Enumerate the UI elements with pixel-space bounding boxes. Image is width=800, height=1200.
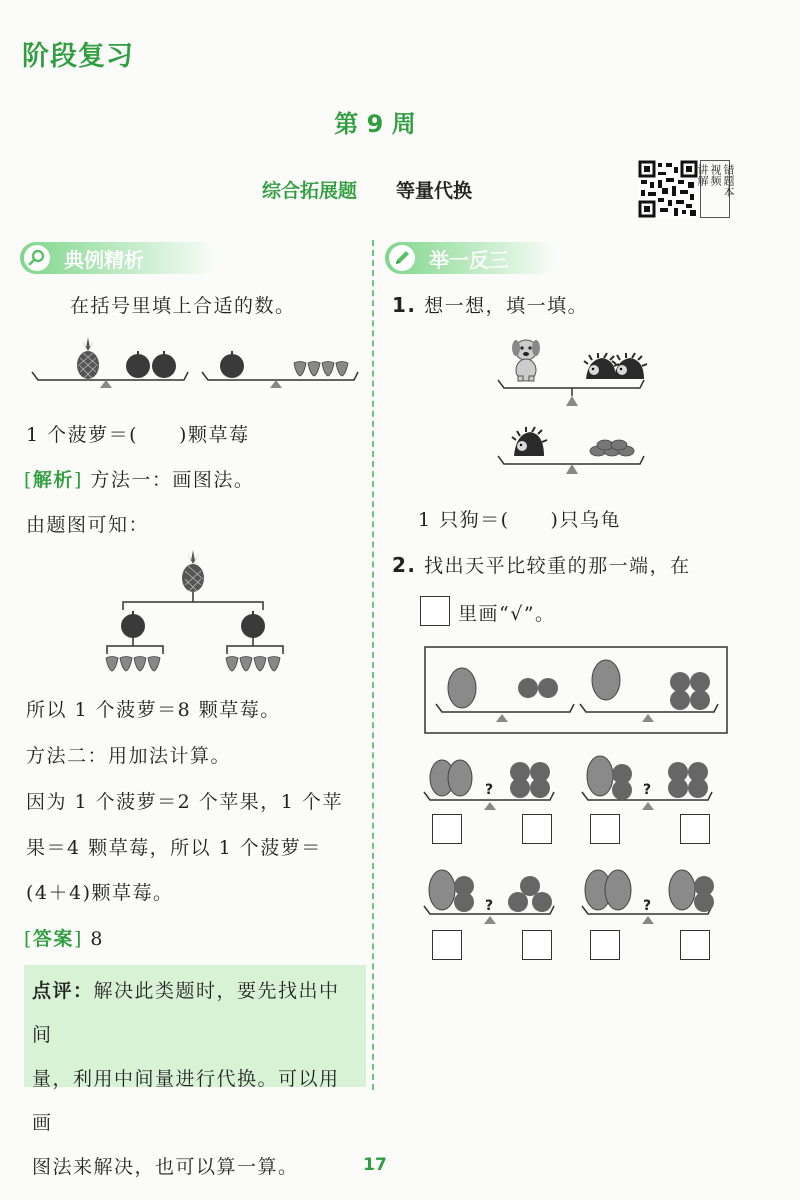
question-2 bbox=[392, 551, 691, 578]
tab-example-analysis bbox=[20, 242, 215, 274]
week-title: 第 9 周 bbox=[334, 110, 416, 138]
example-balance-box bbox=[424, 646, 728, 734]
orange-icon bbox=[532, 892, 552, 912]
kiwi-icon bbox=[592, 660, 620, 700]
orange-icon bbox=[538, 678, 558, 698]
strawberry-icon bbox=[134, 657, 146, 672]
strawberry-icon bbox=[106, 657, 118, 672]
reason-line-2: 果＝4 颗草莓，所以 1 个菠萝＝ bbox=[26, 837, 322, 859]
balance-practice-3 bbox=[420, 866, 560, 928]
strawberry-icon bbox=[336, 362, 348, 377]
column-divider bbox=[372, 240, 374, 1090]
question-mark-3: ? bbox=[485, 898, 494, 914]
orange-icon bbox=[670, 690, 690, 710]
hedgehog-icon bbox=[612, 353, 647, 379]
question-2-text-2: 里画“√”。 bbox=[458, 603, 556, 625]
pencil-icon bbox=[389, 245, 415, 271]
comment-line-1-text: 解决此类题时，要先找出中间 bbox=[32, 980, 340, 1046]
method-one-text: 方法一：画图法。 bbox=[90, 469, 255, 491]
answer-box-2-left[interactable] bbox=[590, 814, 620, 844]
comment-box bbox=[24, 965, 366, 1178]
scale-figure-dog bbox=[494, 334, 654, 476]
method-two-text: 方法二：用加法计算。 bbox=[26, 745, 232, 767]
question-mark-2: ? bbox=[643, 782, 652, 798]
answer-box-sample bbox=[420, 596, 450, 626]
answer-box-1-left[interactable] bbox=[432, 814, 462, 844]
question-1-blank: 1 只狗＝( )只乌龟 bbox=[418, 509, 621, 531]
kiwi-icon bbox=[669, 870, 695, 910]
answer-box-1-right[interactable] bbox=[522, 814, 552, 844]
orange-icon bbox=[694, 892, 714, 912]
deduce-text: 由题图可知： bbox=[26, 514, 150, 536]
orange-icon bbox=[508, 892, 528, 912]
answer-box-4-left[interactable] bbox=[590, 930, 620, 960]
tab-practice bbox=[385, 242, 555, 274]
answer-line: [答案] 8 bbox=[24, 928, 104, 950]
orange-icon bbox=[510, 778, 530, 798]
comment-line-2: 量，利用中间量进行代换。可以用画 bbox=[32, 1068, 340, 1134]
apple-icon bbox=[126, 351, 150, 378]
strawberry-icon bbox=[148, 657, 160, 672]
answer-tag: 答案 bbox=[32, 928, 74, 950]
orange-icon bbox=[454, 892, 474, 912]
strawberry-icon bbox=[322, 362, 334, 377]
magnifier-icon bbox=[24, 245, 50, 271]
orange-icon bbox=[612, 780, 632, 800]
qr-label-cuotiben: 错题本 bbox=[722, 164, 735, 197]
strawberry-icon bbox=[308, 362, 320, 377]
kiwi-icon bbox=[429, 870, 455, 910]
orange-icon bbox=[688, 778, 708, 798]
comment-line-3: 图法来解决，也可以算一算。 bbox=[32, 1156, 299, 1178]
subtitle-category: 综合拓展题 bbox=[262, 180, 358, 202]
question-mark-4: ? bbox=[643, 898, 652, 914]
strawberry-icon bbox=[294, 362, 306, 377]
answer-box-2-right[interactable] bbox=[680, 814, 710, 844]
comment-tag: 点评： bbox=[32, 980, 94, 1002]
scale-figure-example bbox=[28, 336, 368, 392]
turtle-icon bbox=[597, 440, 613, 450]
balance-practice-4 bbox=[578, 866, 718, 928]
apple-icon bbox=[241, 611, 265, 638]
orange-icon bbox=[530, 778, 550, 798]
answer-value: 8 bbox=[90, 928, 104, 950]
strawberry-icon bbox=[268, 657, 280, 672]
question-2-text: 找出天平比较重的那一端，在 bbox=[424, 555, 691, 577]
reason-line-3: (4＋4)颗草莓。 bbox=[26, 882, 174, 904]
tab-practice-label: 举一反三 bbox=[429, 247, 509, 272]
kiwi-icon bbox=[448, 668, 476, 708]
orange-icon bbox=[518, 678, 538, 698]
answer-box-4-right[interactable] bbox=[680, 930, 710, 960]
kiwi-icon bbox=[587, 756, 613, 796]
pineapple-icon bbox=[182, 550, 204, 592]
turtle-icon bbox=[611, 440, 627, 450]
dog-icon bbox=[512, 340, 540, 381]
reason-line-1: 因为 1 个菠萝＝2 个苹果，1 个苹 bbox=[26, 791, 343, 813]
analysis-tag: 解析 bbox=[32, 469, 74, 491]
apple-icon bbox=[220, 351, 244, 378]
strawberry-icon bbox=[120, 657, 132, 672]
hedgehog-icon bbox=[584, 353, 619, 379]
example-blank-line: 1 个菠萝＝( )颗草莓 bbox=[26, 424, 250, 446]
qr-label bbox=[696, 160, 735, 218]
subtitle-topic: 等量代换 bbox=[396, 180, 473, 202]
analysis-line: [解析] 方法一：画图法。 bbox=[24, 469, 255, 491]
kiwi-icon bbox=[448, 760, 472, 796]
strawberry-icon bbox=[226, 657, 238, 672]
tab-example-analysis-label: 典例精析 bbox=[64, 247, 144, 272]
apple-icon bbox=[121, 611, 145, 638]
answer-box-3-right[interactable] bbox=[522, 930, 552, 960]
qr-code-icon[interactable] bbox=[638, 160, 698, 218]
qr-label-shipin: 视频 bbox=[709, 164, 722, 186]
kiwi-icon bbox=[605, 870, 631, 910]
qr-label-jiangjie: 讲解 bbox=[696, 164, 709, 186]
orange-icon bbox=[690, 672, 710, 692]
strawberry-icon bbox=[240, 657, 252, 672]
conclusion-one: 所以 1 个菠萝＝8 颗草莓。 bbox=[26, 699, 281, 721]
example-question: 在括号里填上合适的数。 bbox=[70, 295, 296, 317]
orange-icon bbox=[690, 690, 710, 710]
comment-line-1 bbox=[32, 969, 358, 1057]
question-1 bbox=[392, 291, 588, 318]
orange-icon bbox=[668, 778, 688, 798]
question-1-text: 想一想，填一填。 bbox=[424, 295, 589, 317]
question-2-number: 2. bbox=[392, 553, 417, 577]
answer-box-3-left[interactable] bbox=[432, 930, 462, 960]
apple-icon bbox=[152, 351, 176, 378]
question-mark-1: ? bbox=[485, 782, 494, 798]
orange-icon bbox=[670, 672, 690, 692]
pineapple-icon bbox=[77, 337, 99, 379]
page-number: 17 bbox=[363, 1155, 387, 1175]
tree-diagram bbox=[100, 550, 300, 680]
orange-icon bbox=[520, 876, 540, 896]
hedgehog-icon bbox=[512, 427, 547, 456]
section-label: 阶段复习 bbox=[22, 41, 134, 72]
strawberry-icon bbox=[254, 657, 266, 672]
question-1-number: 1. bbox=[392, 293, 417, 317]
